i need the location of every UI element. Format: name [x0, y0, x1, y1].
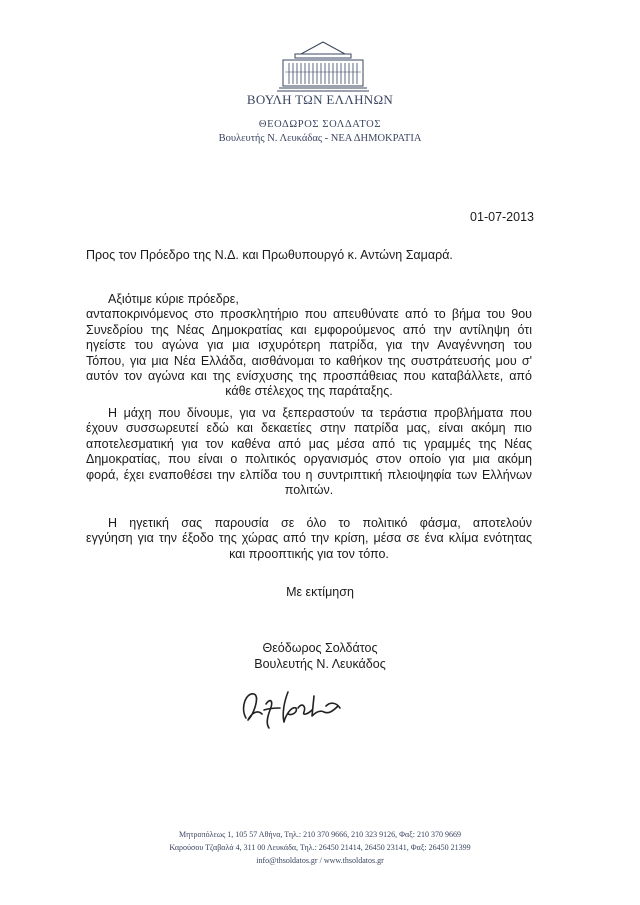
footer-athens-address: Μητροπόλεως 1, 105 57 Αθήνα, Τηλ.: 210 370 9666, 210 323 9126, Φαξ: 210 370 9669 [179, 830, 461, 839]
paragraph-line: κάθε στέλεχος της παράταξης. [225, 384, 393, 399]
paragraph-line: φορά, έχει εναποθέσει την ελπίδα του η συντριπτική πλειοψηφία των Ελλήνων [86, 467, 532, 482]
recipient-line: Προς τον Πρόεδρο της Ν.Δ. και Πρωθυπουργό κ. Αντώνη Σαμαρά. [86, 248, 453, 262]
letter-date: 01-07-2013 [470, 210, 534, 224]
paragraph-line: πολιτών. [284, 483, 334, 498]
paragraph-line: ηγείστε του αγώνα για μια ισχυρότερη πατρίδα, για την Αναγέννηση του [86, 338, 532, 353]
mp-name: ΘΕΟΔΩΡΟΣ ΣΟΛΔΑΤΟΣ [258, 119, 382, 130]
paragraph-3 [86, 516, 532, 562]
signatory-name: Θεόδωρος Σολδάτος [262, 641, 378, 655]
paragraph-line: Η ηγετική σας παρουσία σε όλο το πολιτικό φάσμα, αποτελούν [108, 516, 532, 530]
closing-phrase: Με εκτίμηση [286, 585, 354, 599]
organization-name: ΒΟΥΛΗ ΤΩΝ ΕΛΛΗΝΩΝ [246, 92, 394, 107]
paragraph-line: και προοπτικής για τον τόπο. [229, 546, 389, 561]
paragraph-1 [86, 292, 532, 400]
paragraph-line: εγγύηση για την έξοδο της χώρας από την κρίση, μέσα σε ένα κλίμα ενότητας [86, 531, 532, 546]
paragraph-line: έχουν συσσωρευτεί εδώ και δεκαετίες στην πατρίδα μας, είναι ακόμη πιο [86, 421, 532, 436]
paragraph-line: αποτελεσματική για τον καθένα από μας μέσα από τις γραμμές της Νέας [86, 436, 532, 451]
footer-lefkada-address: Καρούσου Τζαβαλά 4, 311 00 Λευκάδα, Τηλ.: 26450 21414, 26450 23141, Φαξ: 26450 21399 [169, 843, 471, 852]
signatory-title: Βουλευτής Ν. Λευκάδος [254, 657, 386, 671]
mp-title: Βουλευτής Ν. Λευκάδας - ΝΕΑ ΔΗΜΟΚΡΑΤΙΑ [218, 133, 422, 144]
paragraph-line: Δημοκρατίας, που είναι ο πολιτικός οργανισμός στον οποίο για μια ακόμη [86, 452, 532, 467]
paragraph-2 [86, 406, 532, 498]
paragraph-line: Τόπου, για μια Νέα Ελλάδα, αισθάνομαι το καθήκον της συστράτευσής μου σ' [86, 353, 532, 368]
paragraph-line: ανταποκρινόμενος στο προσκλητήριο που απευθύνατε από το βήμα του 9ου [86, 307, 532, 322]
paragraph-line: Η μάχη που δίνουμε, για να ξεπεραστούν τα τεράστια προβλήματα που [108, 406, 532, 420]
paragraph-line: Συνεδρίου της Νέας Δημοκρατίας και εμφορούμενος από την αντίληψη ότι [86, 322, 532, 337]
parliament-building-icon [275, 36, 371, 92]
paragraph-line: αυτόν τον αγώνα και της ενίσχυσης της προσπάθειας που καταβάλλετε, από [86, 369, 532, 384]
salutation: Αξιότιμε κύριε πρόεδρε, [108, 292, 239, 306]
handwritten-signature [236, 684, 358, 732]
footer-contact: info@thsoldatos.gr / www.thsoldatos.gr [256, 856, 384, 865]
